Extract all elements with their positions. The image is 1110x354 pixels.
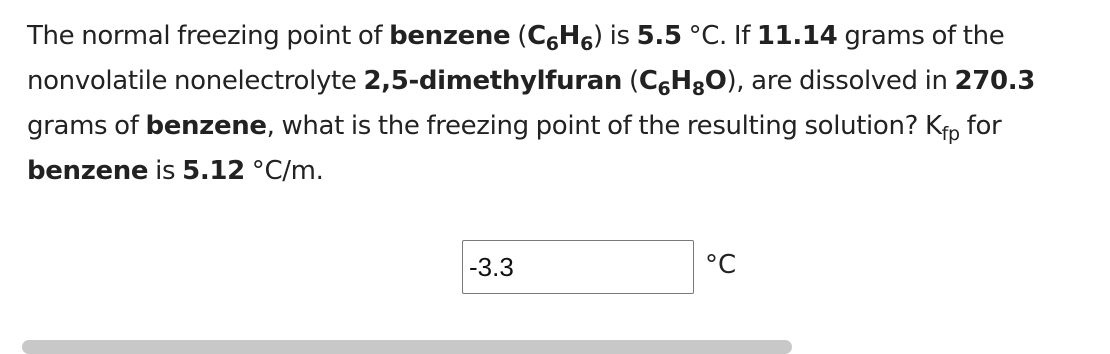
question-line-3: grams of benzene, what is the freezing point of the resulting solution? $K_{fp}$ for [27,111,1002,145]
scrollbar[interactable] [22,340,792,354]
solvent-mass-value: 270.3 [954,66,1036,96]
answer-input[interactable] [462,240,694,294]
answer-unit: °C [705,250,737,280]
kfp-value: 5.12 [182,156,245,186]
question-text [27,14,1097,194]
solute-name: 2,5-dimethylfuran [363,66,623,96]
question-line-4: benzene is 5.12 °C/m. [27,156,324,186]
solvent-formula: $C_6H_6$ [527,21,593,55]
kfp-subscript: fp [941,123,960,145]
solvent-name: benzene [27,156,149,186]
question-line-1: The normal freezing point of benzene $(C_6H_6)$ is 5.5 °C. If 11.14 grams of the [27,21,1005,55]
question-line-2: nonvolatile nonelectrolyte 2,5-dimethylfuran $(C_6H_8O)$, are dissolved in 270.3 [27,66,1036,100]
solvent-name: benzene [389,21,511,51]
solute-formula: $C_6H_8O$ [638,66,727,100]
solute-mass-value: 11.14 [756,21,838,51]
freezing-point-value: 5.5 [636,21,682,51]
solvent-name: benzene [145,111,267,141]
